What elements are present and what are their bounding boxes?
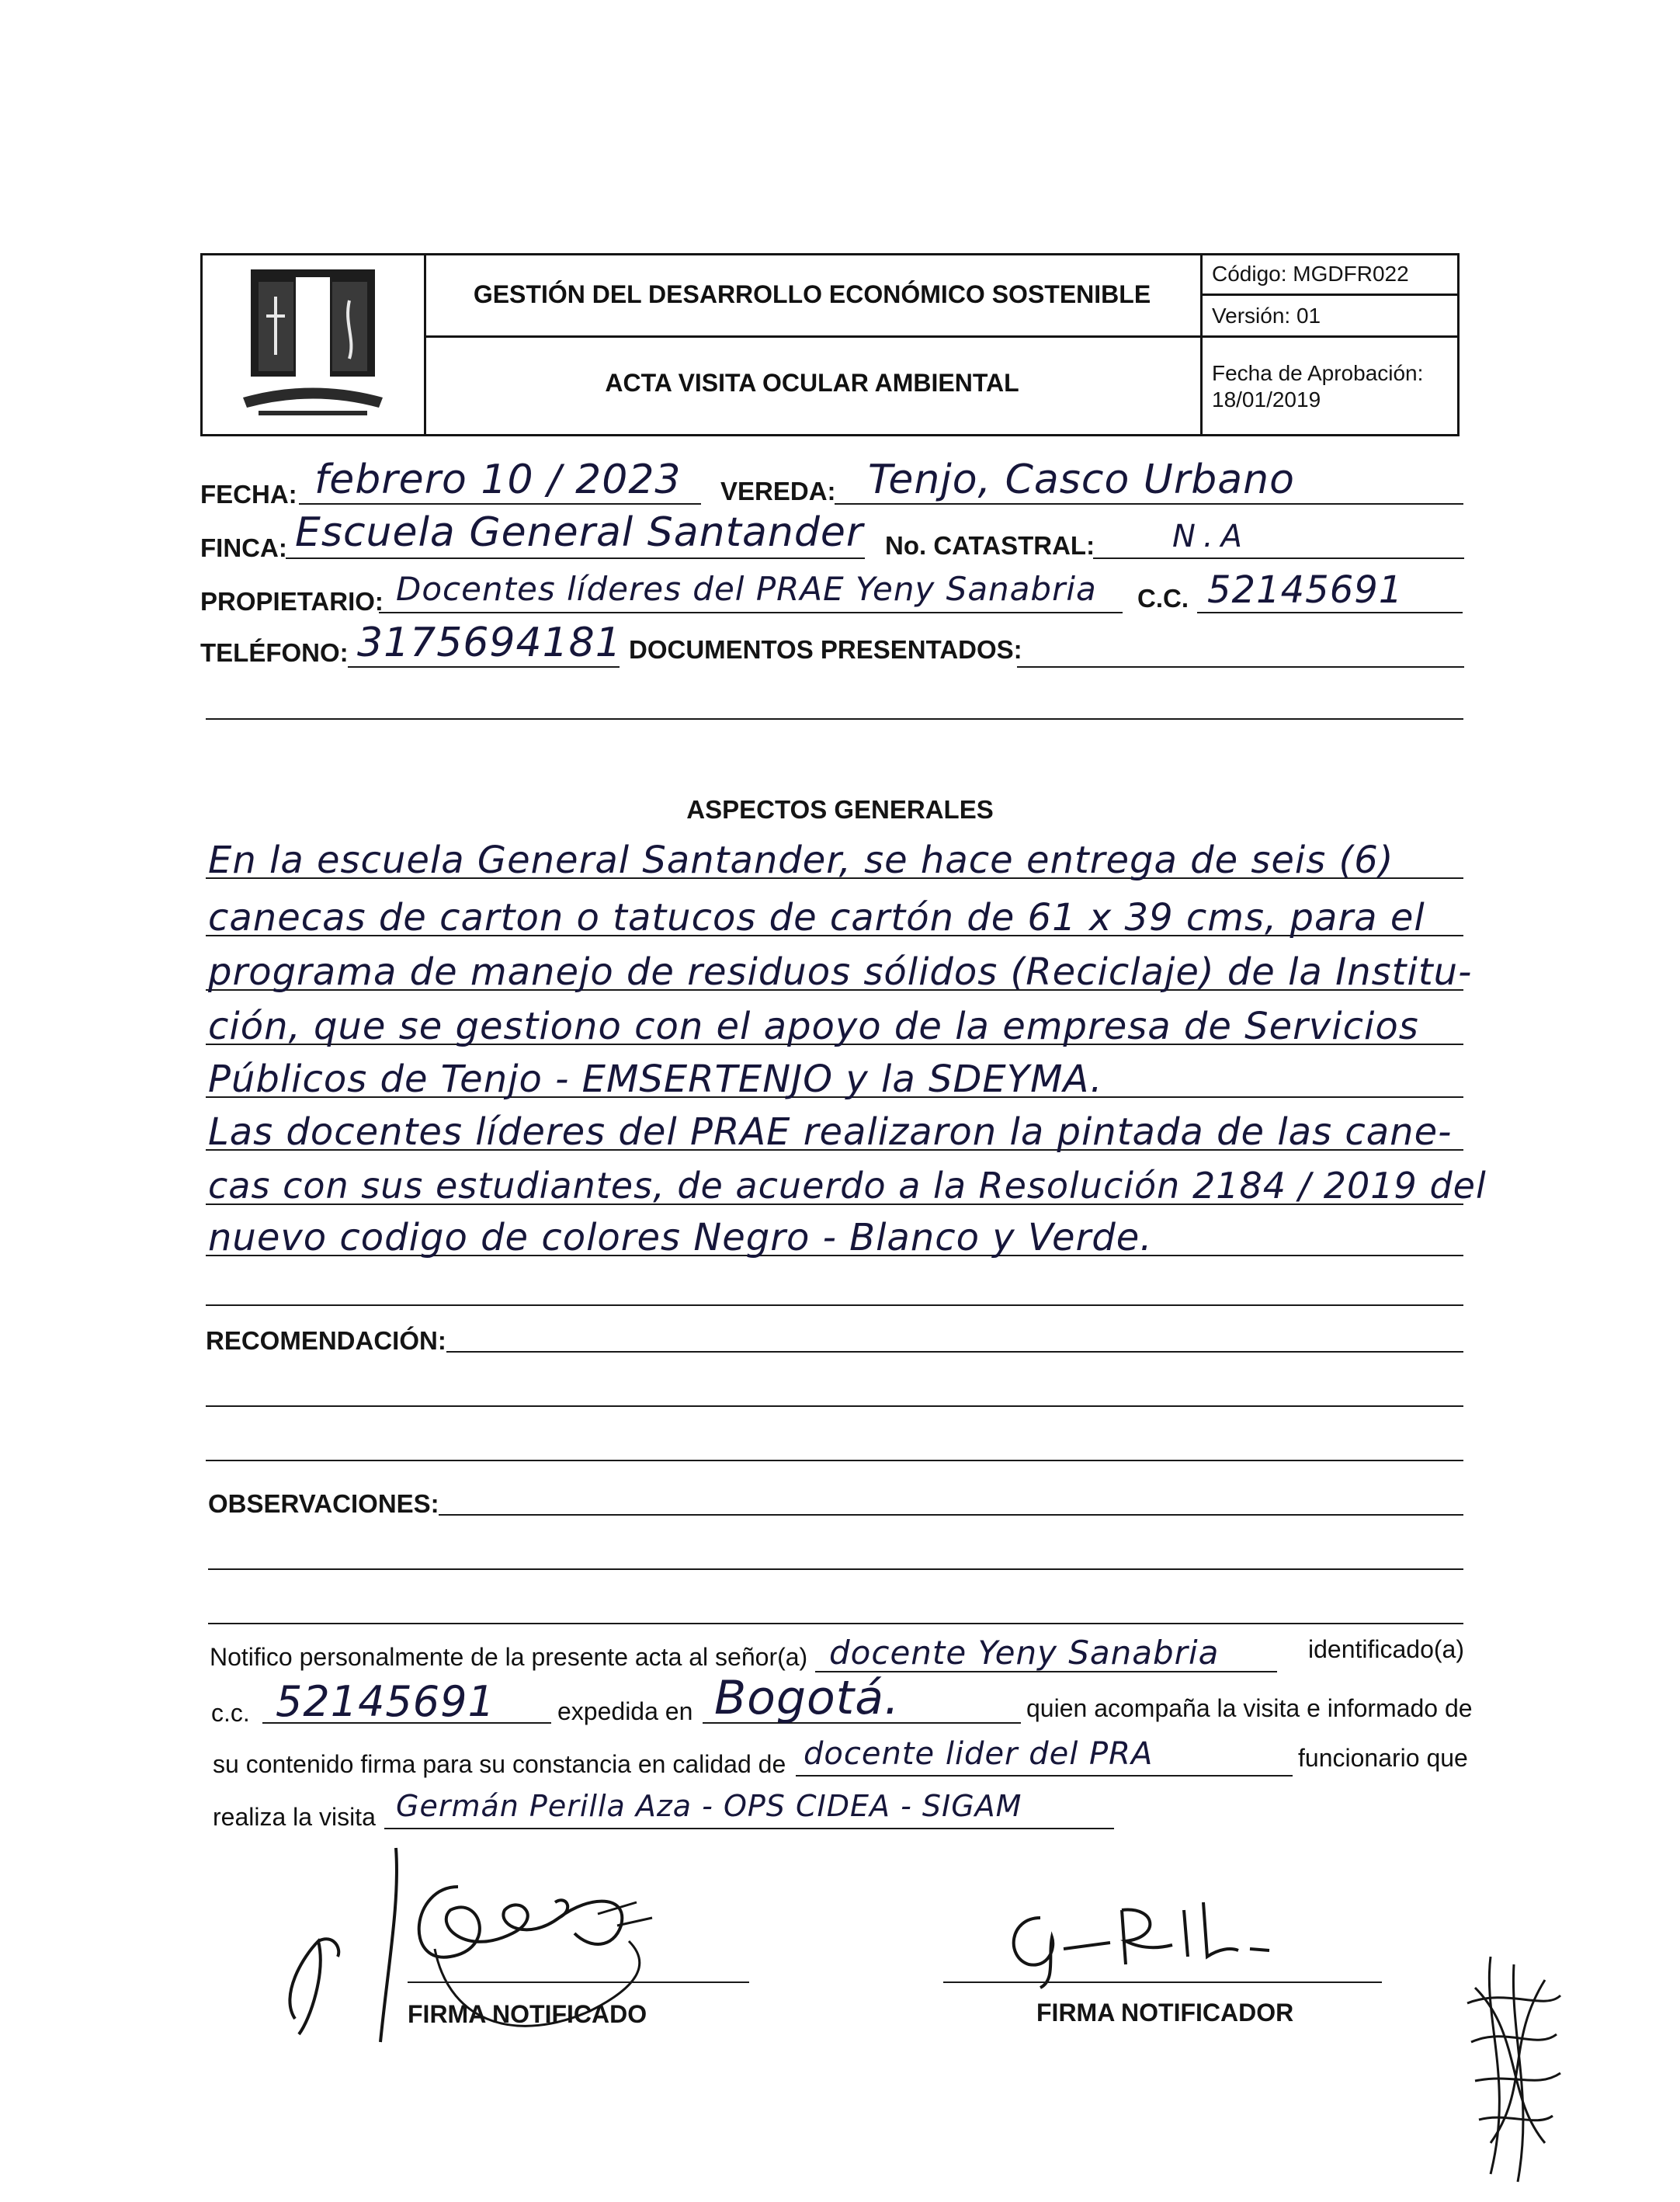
header-table bbox=[200, 253, 1460, 436]
firma-notificador-label: FIRMA NOTIFICADOR bbox=[1036, 1999, 1294, 2027]
notif-line2-end: quien acompaña la visita e informado de bbox=[1026, 1694, 1473, 1722]
aspectos-line-8: nuevo codigo de colores Negro - Blanco y Verde. bbox=[208, 1216, 1153, 1259]
propietario-label: PROPIETARIO: bbox=[200, 587, 384, 616]
signature-notificador-icon bbox=[994, 1895, 1351, 1995]
notif-line4-value: Germán Perilla Aza - OPS CIDEA - SIGAM bbox=[396, 1789, 1022, 1823]
notif-line1-value: docente Yeny Sanabria bbox=[829, 1634, 1220, 1672]
documentos-label: DOCUMENTOS PRESENTADOS: bbox=[629, 635, 1022, 664]
approval-date: 18/01/2019 bbox=[1212, 387, 1321, 412]
notif-cc-label: c.c. bbox=[211, 1699, 250, 1727]
aspectos-line-5: Públicos de Tenjo - EMSERTENJO y la SDEYMA. bbox=[208, 1058, 1103, 1101]
telefono-value: 3175694181 bbox=[357, 620, 622, 666]
notif-expedida-text: expedida en bbox=[557, 1697, 693, 1725]
aspectos-line-4: ción, que se gestiono con el apoyo de la empresa de Servicios bbox=[208, 1005, 1419, 1048]
aspectos-line-7: cas con sus estudiantes, de acuerdo a la Resolución 2184 / 2019 del bbox=[208, 1165, 1487, 1207]
fecha-label: FECHA: bbox=[200, 480, 297, 509]
catastral-value: N.A bbox=[1172, 519, 1250, 554]
aspectos-line-6: Las docentes líderes del PRAE realizaron la pintada de las cane- bbox=[208, 1110, 1453, 1154]
approval-label: Fecha de Aprobación: bbox=[1212, 361, 1424, 385]
municipal-shield-icon bbox=[235, 262, 390, 432]
propietario-value: Docentes líderes del PRAE Yeny Sanabria bbox=[396, 570, 1097, 608]
observaciones-label: OBSERVACIONES: bbox=[208, 1489, 439, 1518]
finca-value: Escuela General Santander bbox=[295, 509, 864, 556]
aspectos-title: ASPECTOS GENERALES bbox=[686, 795, 994, 824]
notif-line1-end: identificado(a) bbox=[1308, 1635, 1464, 1663]
firma-notificado-label: FIRMA NOTIFICADO bbox=[408, 2000, 647, 2028]
aspectos-line-3: programa de manejo de residuos sólidos (Reciclaje) de la Institu- bbox=[208, 950, 1473, 994]
notif-line3-end: funcionario que bbox=[1298, 1744, 1468, 1772]
finca-label: FINCA: bbox=[200, 533, 287, 562]
vereda-value: Tenjo, Casco Urbano bbox=[868, 457, 1295, 503]
cc-value: 52145691 bbox=[1207, 568, 1404, 612]
catastral-label: No. CATASTRAL: bbox=[885, 531, 1095, 560]
cc-label: C.C. bbox=[1137, 584, 1189, 613]
aspectos-line-1: En la escuela General Santander, se hace entrega de seis (6) bbox=[208, 839, 1394, 882]
notif-line3-value: docente lider del PRA bbox=[804, 1736, 1154, 1772]
notif-city-value: Bogotá. bbox=[714, 1671, 901, 1725]
signature-notificado-icon bbox=[264, 1840, 745, 2065]
notif-line3-text: su contenido firma para su constancia en calidad de bbox=[213, 1750, 786, 1778]
margin-initials-icon bbox=[1460, 1941, 1568, 2190]
aspectos-line-2: canecas de carton o tatucos de cartón de 61 x 39 cms, para el bbox=[208, 896, 1425, 939]
notif-cc-value: 52145691 bbox=[276, 1677, 495, 1726]
logo-cell bbox=[203, 255, 426, 434]
notif-line4-text: realiza la visita bbox=[213, 1803, 376, 1831]
recomendacion-label: RECOMENDACIÓN: bbox=[206, 1326, 446, 1355]
form-code: Código: MGDFR022 bbox=[1212, 262, 1409, 286]
form-version: Versión: 01 bbox=[1212, 304, 1321, 328]
telefono-label: TELÉFONO: bbox=[200, 638, 349, 667]
notif-line1-text: Notifico personalmente de la presente acta al señor(a) bbox=[210, 1643, 808, 1671]
department-title: GESTIÓN DEL DESARROLLO ECONÓMICO SOSTENIBLE bbox=[473, 280, 1151, 308]
vereda-label: VEREDA: bbox=[720, 477, 836, 505]
fecha-value: febrero 10 / 2023 bbox=[314, 457, 682, 503]
form-title: ACTA VISITA OCULAR AMBIENTAL bbox=[605, 369, 1019, 397]
